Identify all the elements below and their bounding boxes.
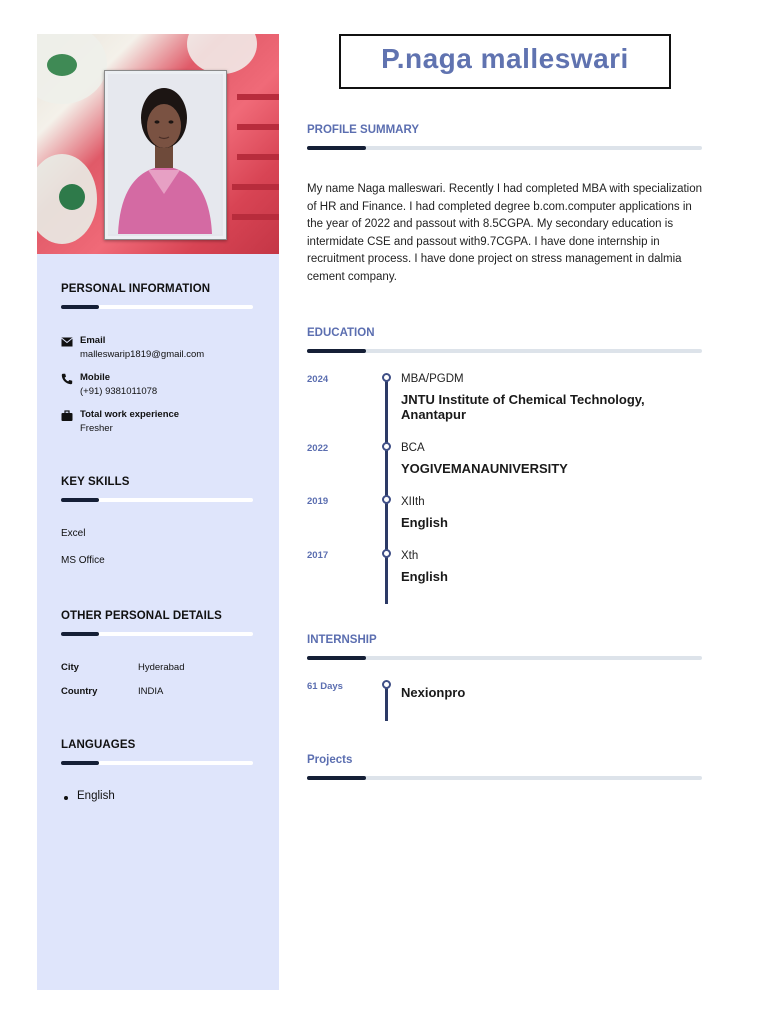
education-degree: BCA xyxy=(401,442,425,454)
profile-summary-divider xyxy=(307,146,702,150)
work-experience-label: Total work experience xyxy=(80,409,180,420)
education-institution: YOGIVEMANAUNIVERSITY xyxy=(401,461,568,476)
briefcase-icon xyxy=(61,410,73,422)
timeline-dot-icon xyxy=(382,442,391,451)
country-label: Country xyxy=(61,686,98,697)
mobile-value: (+91) 9381011078 xyxy=(80,386,158,397)
personal-information-divider xyxy=(61,305,253,309)
profile-summary-heading: PROFILE SUMMARY xyxy=(307,124,420,136)
education-year: 2019 xyxy=(307,496,329,507)
profile-photo xyxy=(104,70,227,240)
city-value: Hyderabad xyxy=(138,662,185,673)
education-year: 2022 xyxy=(307,443,329,454)
projects-divider xyxy=(307,776,702,780)
sidebar xyxy=(37,34,279,990)
education-heading: EDUCATION xyxy=(307,327,375,339)
bullet-icon xyxy=(64,796,68,800)
key-skills-heading: KEY SKILLS xyxy=(61,476,130,488)
profile-summary-text: My name Naga malleswari. Recently I had completed MBA with specialization of HR and Finance. I had completed degree b.com.computer applications in the year of 2022 and passout with 8.5CGPA. My secondary education is intermidate CSE and passout with9.7CGPA. I have done internship in recruitment process. I have done project on stress management in dalmia cement company. xyxy=(307,183,703,283)
education-year: 2024 xyxy=(307,374,329,385)
education-institution: English xyxy=(401,515,448,530)
key-skills-divider xyxy=(61,498,253,502)
candidate-name: P.naga malleswari xyxy=(381,43,629,74)
internship-company: Nexionpro xyxy=(401,685,466,700)
education-degree: XIIth xyxy=(401,496,425,508)
education-degree: MBA/PGDM xyxy=(401,373,464,385)
profile-photo-background xyxy=(37,34,279,254)
email-value: malleswarip1819@gmail.com xyxy=(80,349,205,360)
language-item: English xyxy=(77,790,115,802)
email-label: Email xyxy=(80,335,106,346)
languages-heading: LANGUAGES xyxy=(61,739,136,751)
skill-item: MS Office xyxy=(61,555,105,566)
portrait-image xyxy=(108,74,221,234)
internship-heading: INTERNSHIP xyxy=(307,634,377,646)
internship-divider xyxy=(307,656,702,660)
education-timeline-line xyxy=(385,375,388,604)
education-year: 2017 xyxy=(307,550,329,561)
email-icon xyxy=(61,336,73,348)
country-value: INDIA xyxy=(138,686,164,697)
education-institution: English xyxy=(401,569,448,584)
mobile-label: Mobile xyxy=(80,372,111,383)
education-degree: Xth xyxy=(401,550,419,562)
name-header xyxy=(339,34,671,89)
internship-duration: 61 Days xyxy=(307,681,343,692)
other-personal-details-divider xyxy=(61,632,253,636)
education-institution: JNTU Institute of Chemical Technology, Anantapur xyxy=(401,392,645,422)
languages-divider xyxy=(61,761,253,765)
other-personal-details-heading: OTHER PERSONAL DETAILS xyxy=(61,610,222,622)
city-label: City xyxy=(61,662,79,673)
phone-icon xyxy=(61,373,73,385)
skill-item: Excel xyxy=(61,528,86,539)
timeline-dot-icon xyxy=(382,680,391,689)
timeline-dot-icon xyxy=(382,549,391,558)
timeline-dot-icon xyxy=(382,495,391,504)
work-experience-value: Fresher xyxy=(80,423,113,434)
timeline-dot-icon xyxy=(382,373,391,382)
education-divider xyxy=(307,349,702,353)
projects-heading: Projects xyxy=(307,754,353,766)
personal-information-heading: PERSONAL INFORMATION xyxy=(61,283,211,295)
